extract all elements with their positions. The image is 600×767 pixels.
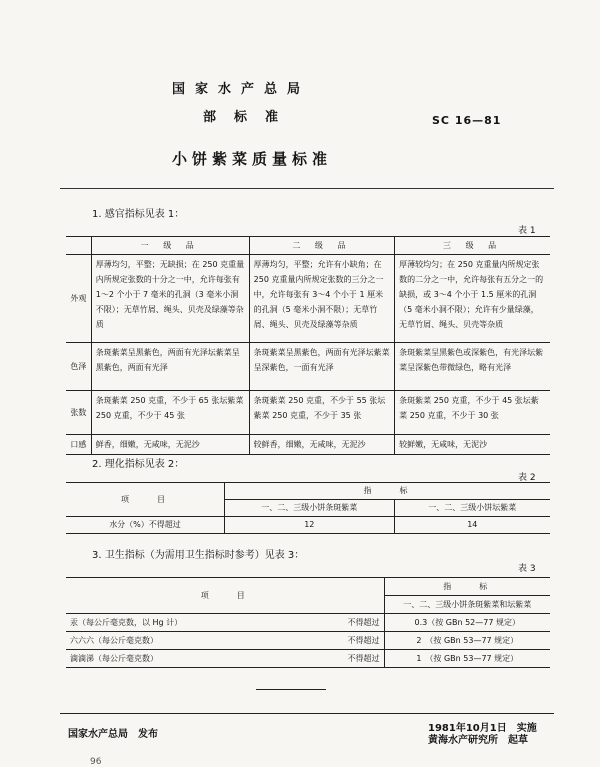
table-cell: 条斑紫菜 250 克重，不少于 55 张坛紫菜 250 克重，不少于 35 张 (249, 391, 395, 435)
section-1-heading: 1. 感官指标见表 1： (92, 209, 185, 220)
table-cell: 12 (225, 517, 395, 534)
limit-text: 不得超过 (274, 614, 384, 632)
sub-header-tan: 一、二、三级小饼坛紫菜 (394, 500, 550, 517)
end-rule (256, 689, 326, 690)
col-header-grade2: 二 级 品 (249, 237, 395, 255)
table-cell: 鲜香，细嫩，无咸味，无泥沙 (91, 435, 249, 455)
page-number: 96 (90, 757, 102, 767)
item-header: 项 目 (66, 578, 384, 614)
table-cell: 较鲜香，细嫩，无咸味，无泥沙 (249, 435, 395, 455)
row-header-ddt: 滴滴涕（每公斤毫克数） (66, 650, 274, 668)
footer-rule (60, 713, 554, 714)
table-cell: 条斑紫菜呈黑紫色或深紫色，有光泽坛紫菜呈深紫色带微绿色，略有光泽 (395, 343, 550, 391)
col-header-grade1: 一 级 品 (91, 237, 249, 255)
corner-cell (66, 237, 91, 255)
table-cell: 14 (394, 517, 550, 534)
drafting-org: 黄海水产研究所 起草 (428, 735, 528, 746)
index-header: 指 标 (225, 483, 551, 500)
table-cell: 条斑紫菜 250 克重，不少于 65 张坛紫菜 250 克重，不少于 45 张 (91, 391, 249, 435)
table-cell: 条斑紫菜呈黑紫色，两面有光泽坛紫菜呈黑紫色，两面有光泽 (91, 343, 249, 391)
section-2-heading: 2. 理化指标见表 2： (92, 459, 185, 470)
sub-header: 一、二、三级小饼条斑紫菜和坛紫菜 (384, 596, 550, 614)
publisher: 国家水产总局 发布 (68, 729, 158, 740)
col-header-grade3: 三 级 品 (395, 237, 550, 255)
row-header-appearance: 外观 (66, 255, 91, 343)
index-header: 指 标 (384, 578, 550, 596)
standard-code: SC 16—81 (432, 114, 502, 127)
table-cell: 较鲜嫩，无咸味，无泥沙 (395, 435, 550, 455)
section-3-heading: 3. 卫生指标（为需用卫生指标时参考）见表 3： (92, 550, 305, 561)
header-rule (60, 188, 554, 189)
physchem-table (66, 482, 550, 534)
table-cell: 厚薄均匀，平整；允许有小缺角；在 250 克重量内所规定张数的三分之一中，允许每张有 3～4 个小于 1 厘米的孔洞（5 毫米小洞不限）；无草竹屑、绳头、贝壳及绿藻等杂质 (249, 255, 395, 343)
limit-text: 不得超过 (274, 650, 384, 668)
document-title: 小饼紫菜质量标准 (172, 150, 333, 168)
table-cell: 条斑紫菜 250 克重，不少于 45 张坛紫菜 250 克重，不少于 30 张 (395, 391, 550, 435)
row-header-taste: 口感 (66, 435, 91, 455)
table-cell: 厚薄较均匀；在 250 克重量内所规定张数的二分之一中，允许每张有五分之一的缺损，或 3～4 个小于 1.5 厘米的孔洞（5 毫米小洞不限）；允许有少量绿藻，无草竹屑、绳头、贝壳等杂质 (395, 255, 550, 343)
table-cell: 2 （按 GBn 53—77 规定） (384, 632, 550, 650)
sensory-table (66, 236, 550, 455)
table-cell: 1 （按 GBn 53—77 规定） (384, 650, 550, 668)
table-3-label: 表 3 (518, 564, 536, 574)
table-2-label: 表 2 (518, 473, 536, 483)
row-header-moisture: 水分（%）不得超过 (66, 517, 225, 534)
row-header-bhc: 六六六（每公斤毫克数） (66, 632, 274, 650)
row-header-color: 色泽 (66, 343, 91, 391)
item-header: 项 目 (66, 483, 225, 517)
table-cell: 条斑紫菜呈黑紫色，两面有光泽坛紫菜呈深紫色，一面有光泽 (249, 343, 395, 391)
hygiene-table (66, 577, 550, 668)
row-header-count: 张数 (66, 391, 91, 435)
row-header-mercury: 汞（每公斤毫克数，以 Hg 计） (66, 614, 274, 632)
limit-text: 不得超过 (274, 632, 384, 650)
ministry-standard-label: 部标准 (203, 110, 297, 125)
table-cell: 0.3（按 GBn 52—77 规定） (384, 614, 550, 632)
effective-date: 1981年10月1日 实施 (428, 723, 537, 734)
table-1-label: 表 1 (518, 226, 536, 236)
issuer-name: 国家水产总局 (172, 82, 311, 97)
sub-header-striped: 一、二、三级小饼条斑紫菜 (225, 500, 395, 517)
table-cell: 厚薄均匀，平整；无缺损；在 250 克重量内所规定张数的十分之一中，允许每张有 1～2 个小于 7 毫米的孔洞（3 毫米小洞不限）；无草竹屑、绳头、贝壳及绿藻等杂质 (91, 255, 249, 343)
